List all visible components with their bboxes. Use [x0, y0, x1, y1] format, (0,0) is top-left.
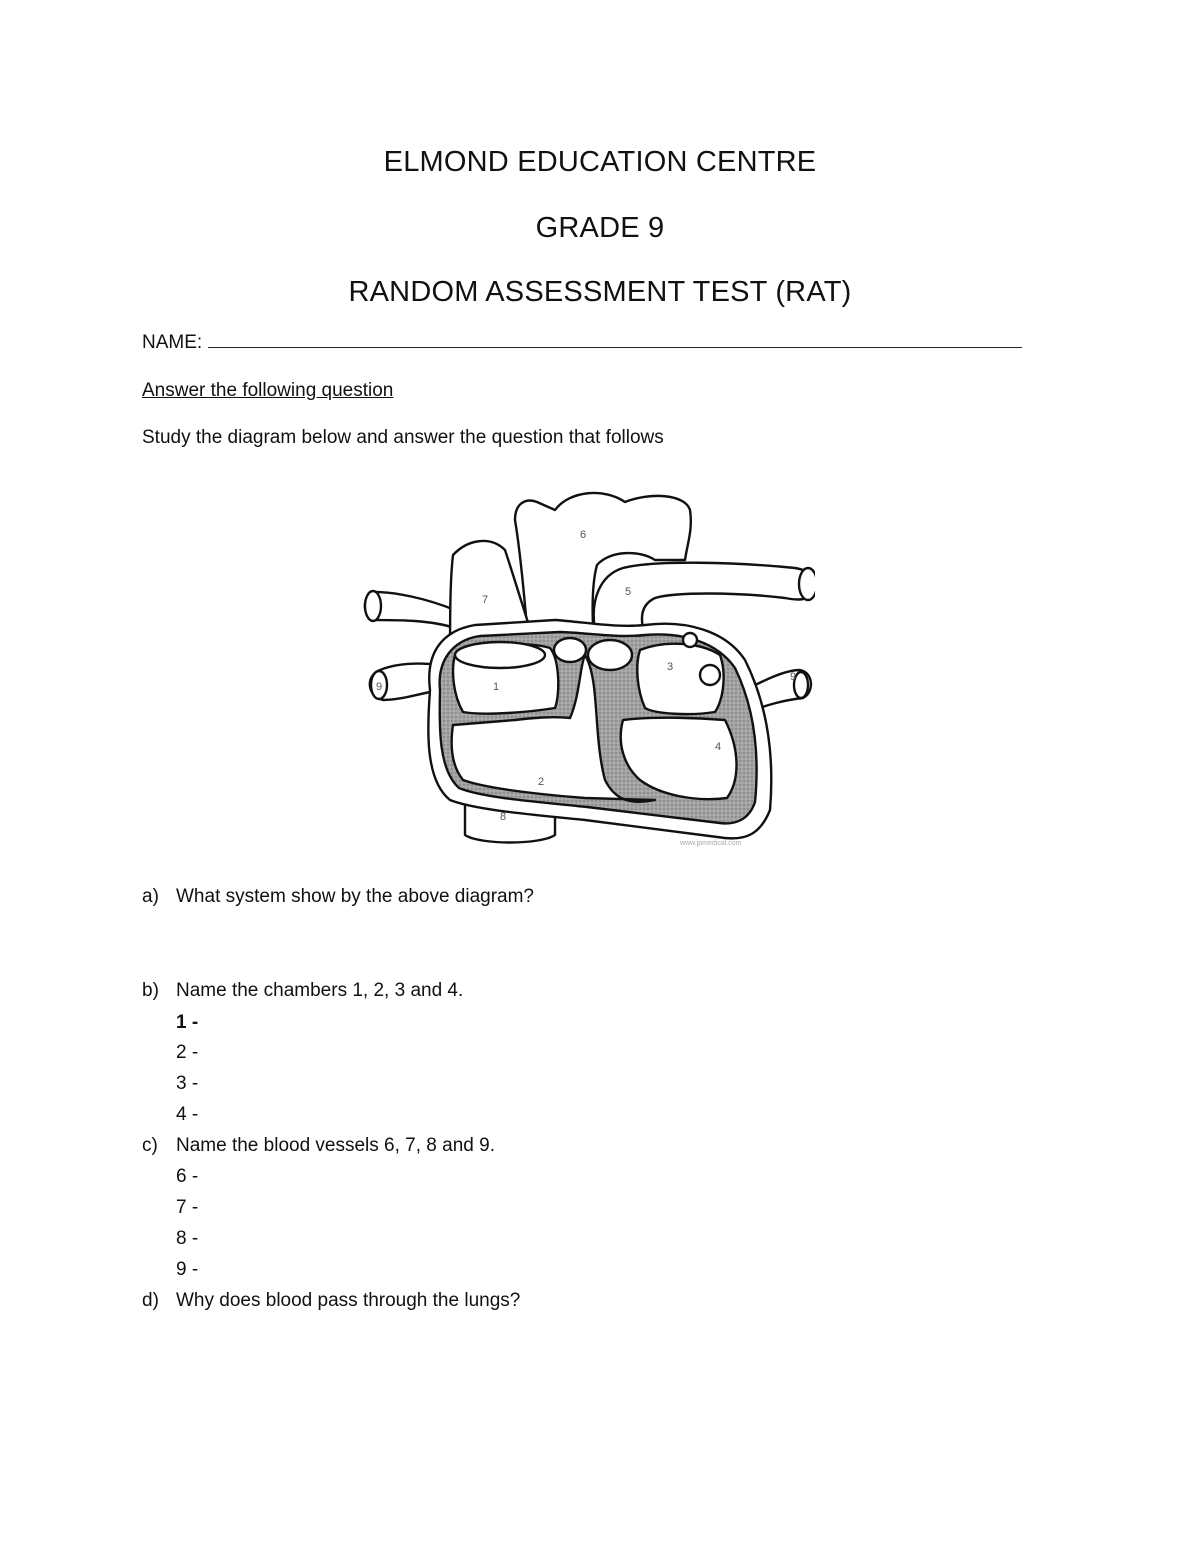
name-blank-line[interactable]: [208, 333, 1022, 348]
label-8: 8: [500, 811, 507, 823]
diagram-watermark: www.jpmedical.com: [680, 840, 742, 847]
label-2: 2: [538, 776, 545, 788]
school-name: ELMOND EDUCATION CENTRE: [383, 146, 817, 178]
name-label: NAME:: [142, 332, 203, 353]
question-c-label: c): [142, 1135, 158, 1156]
heart-diagram: [355, 480, 815, 855]
question-c-text: Name the blood vessels 6, 7, 8 and 9.: [176, 1135, 495, 1156]
question-b: [142, 980, 463, 1002]
answer-line-7[interactable]: 7 -: [176, 1197, 199, 1218]
label-1: 1: [493, 681, 500, 693]
answer-line-2[interactable]: 2 -: [176, 1042, 199, 1063]
answer-line-1[interactable]: 1 -: [176, 1012, 199, 1033]
label-9-right: 9: [790, 671, 797, 683]
label-5: 5: [625, 586, 632, 598]
question-d: [142, 1290, 520, 1312]
question-b-label: b): [142, 980, 159, 1001]
test-title: RANDOM ASSESSMENT TEST (RAT): [348, 276, 852, 308]
pulmonary-artery-shape: [594, 563, 815, 635]
label-6: 6: [580, 529, 587, 541]
answer-line-6[interactable]: 6 -: [176, 1166, 199, 1187]
label-4: 4: [715, 741, 722, 753]
question-a-label: a): [142, 886, 159, 907]
label-3: 3: [667, 661, 674, 673]
question-c: [142, 1135, 495, 1157]
answer-line-9[interactable]: 9 -: [176, 1259, 199, 1280]
name-field[interactable]: [142, 332, 1022, 354]
question-a-text: What system show by the above diagram?: [176, 886, 535, 907]
question-d-text: Why does blood pass through the lungs?: [176, 1290, 521, 1311]
answer-line-3[interactable]: 3 -: [176, 1073, 199, 1094]
grade-heading: GRADE 9: [535, 212, 665, 244]
answer-line-8[interactable]: 8 -: [176, 1228, 199, 1249]
label-7: 7: [482, 594, 489, 606]
question-a: [142, 886, 534, 908]
study-instruction: Study the diagram below and answer the question that follows: [142, 427, 664, 448]
question-b-text: Name the chambers 1, 2, 3 and 4.: [176, 980, 464, 1001]
instruction-heading: Answer the following question: [142, 380, 394, 401]
question-d-label: d): [142, 1290, 159, 1311]
label-9-left: 9: [376, 681, 383, 693]
answer-line-4[interactable]: 4 -: [176, 1104, 199, 1125]
